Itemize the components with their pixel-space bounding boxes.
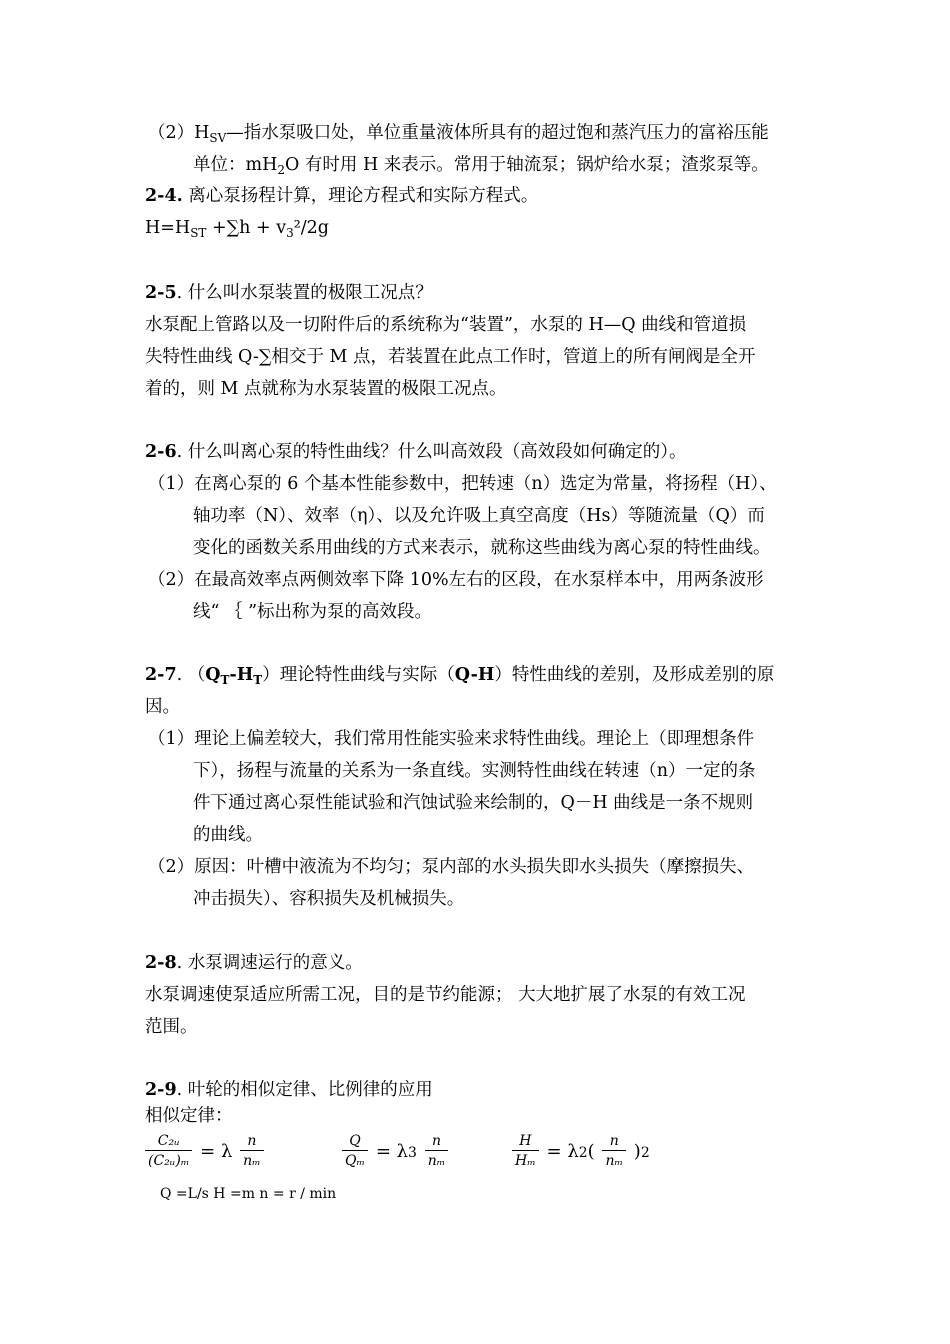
equals-lambda-text: = λ — [546, 1141, 579, 1162]
heading-part: ）特性曲线的差别，及形成差别的原 — [494, 665, 775, 685]
paragraph-line: 下），扬程与流量的关系为一条直线。实测特性曲线在转速（n）一定的条 — [193, 761, 756, 781]
section-2-5-heading — [145, 281, 433, 305]
equation-flow — [340, 1132, 450, 1171]
fraction-numerator: n — [240, 1132, 264, 1151]
units-note: Q =L/s H =m n = r / min — [160, 1186, 337, 1202]
lambda-power: 3 — [408, 1145, 417, 1161]
section-2-7-heading — [145, 663, 774, 692]
section-2-4-title: 离心泵扬程计算，理论方程式和实际方程式。 — [182, 186, 539, 206]
equation-head — [510, 1132, 650, 1171]
paragraph-line: （1）在离心泵的 6 个基本性能参数中，把转速（n）选定为常量，将扬程（H）、 — [148, 474, 777, 494]
fraction — [602, 1132, 626, 1171]
paren-close-power — [634, 1141, 650, 1162]
fraction-numerator: n — [425, 1132, 449, 1151]
heading-q-sub: T — [220, 673, 230, 687]
fraction-denominator: nₘ — [605, 1153, 624, 1169]
hsv-unit-label: 单位：mH — [193, 155, 278, 175]
fraction-denominator: nₘ — [427, 1153, 446, 1169]
formula-part-b: +∑h + v — [206, 218, 287, 238]
fraction — [425, 1132, 449, 1171]
equals-lambda — [376, 1141, 417, 1162]
formula-part-c: ²/2g — [293, 218, 329, 238]
paragraph-line: 的曲线。 — [193, 825, 263, 845]
fraction-numerator: C₂ᵤ — [145, 1132, 192, 1151]
section-2-7-number: 2-7 — [145, 665, 177, 685]
section-2-8-heading — [145, 951, 363, 975]
equals-lambda-text: = λ — [375, 1141, 409, 1162]
paragraph-line: 失特性曲线 Q-∑相交于 M 点，若装置在此点工作时，管道上的所有闸阀是全开 — [145, 347, 756, 367]
paragraph-line: （1）理论上偏差较大，我们常用性能实验来求特性曲线。理论上（即理想条件 — [148, 729, 755, 749]
fraction-denominator: Qₘ — [345, 1153, 366, 1169]
equation-velocity — [143, 1132, 266, 1171]
section-2-9-number: 2-9 — [145, 1080, 177, 1100]
formula-part-a: H=H — [145, 218, 191, 238]
hsv-unit-sub: 2 — [277, 163, 285, 177]
section-2-8-number: 2-8 — [145, 953, 177, 973]
section-2-4-heading — [145, 184, 538, 208]
paren-open: ( — [587, 1141, 595, 1162]
equals-lambda — [547, 1141, 595, 1162]
hsv-sub: SV — [209, 131, 227, 145]
heading-qh: Q-H — [454, 665, 495, 685]
section-2-7-heading-cont: 因。 — [145, 697, 180, 717]
equals-lambda: = λ — [200, 1141, 233, 1162]
section-2-5-number: 2-5 — [145, 283, 177, 303]
section-2-6-title: . 什么叫离心泵的特性曲线？什么叫高效段（高效段如何确定的）。 — [176, 442, 687, 462]
paragraph-line: 水泵调速使泵适应所需工况，目的是节约能源； 大大地扩展了水泵的有效工况 — [145, 985, 746, 1005]
section-2-9-title: . 叶轮的相似定律、比例律的应用 — [176, 1080, 433, 1100]
paragraph-line: 冲击损失）、容积损失及机械损失。 — [193, 889, 465, 909]
paren-close: ) — [633, 1141, 641, 1162]
formula-sub-st: ST — [190, 226, 207, 240]
paragraph-line: （2）在最高效率点两侧效率下降 10%左右的区段，在水泵样本中，用两条波形 — [148, 570, 764, 590]
fraction-numerator: n — [602, 1132, 626, 1151]
paragraph-line: 水泵配上管路以及一切附件后的系统称为“装置”，水泵的 H—Q 曲线和管道损 — [145, 315, 747, 335]
section-2-8-title: . 水泵调速运行的意义。 — [176, 953, 363, 973]
section-2-5-title: . 什么叫水泵装置的极限工况点？ — [176, 283, 433, 303]
section-2-9-heading — [145, 1078, 433, 1102]
fraction — [145, 1132, 192, 1171]
paragraph-line: （2）原因：叶槽中液流为不均匀；泵内部的水头损失即水头损失（摩擦损失、 — [148, 857, 755, 877]
fraction — [342, 1132, 368, 1171]
paragraph-line: 范围。 — [145, 1017, 198, 1037]
paragraph-line: 变化的函数关系用曲线的方式来表示，就称这些曲线为离心泵的特性曲线。 — [193, 538, 771, 558]
paragraph-line: 件下通过离心泵性能试验和汽蚀试验来绘制的，Q－H 曲线是一条不规则 — [193, 793, 754, 813]
fraction-denominator: (C₂ᵤ)ₘ — [148, 1153, 190, 1169]
heading-part: . （ — [176, 665, 206, 685]
heading-h: -H — [229, 665, 254, 685]
fraction — [512, 1132, 539, 1171]
hsv-line — [148, 121, 769, 150]
heading-part: ）理论特性曲线与实际（ — [262, 665, 455, 685]
hsv-text: —指水泵吸口处，单位重量液体所具有的超过饱和蒸汽压力的富裕压能 — [226, 123, 769, 143]
lambda-power: 2 — [578, 1145, 588, 1161]
outer-power: 2 — [640, 1145, 650, 1161]
fraction-denominator: nₘ — [243, 1153, 261, 1169]
hsv-unit-line — [193, 153, 769, 182]
head-formula — [145, 216, 329, 245]
fraction-numerator: Q — [342, 1132, 368, 1151]
paragraph-line: 着的，则 M 点就称为水泵装置的极限工况点。 — [145, 379, 507, 399]
hsv-unit-rest: O 有时用 H 来表示。常用于轴流泵；锅炉给水泵；渣浆泵等。 — [285, 155, 769, 175]
section-2-6-number: 2-6 — [145, 442, 177, 462]
hsv-prefix: （2）H — [148, 123, 210, 143]
fraction-denominator: Hₘ — [515, 1153, 536, 1169]
paragraph-line: 轴功率（N）、效率（η）、以及允许吸上真空高度（Hs）等随流量（Q）而 — [193, 506, 765, 526]
heading-q: Q — [205, 665, 221, 685]
similarity-law-label: 相似定律： — [145, 1106, 233, 1126]
fraction — [240, 1132, 264, 1171]
section-2-4-number: 2-4. — [145, 186, 183, 206]
section-2-6-heading — [145, 440, 687, 464]
paragraph-line: 线“ ｛ ”标出称为泵的高效段。 — [193, 602, 433, 622]
heading-h-sub: T — [253, 673, 263, 687]
fraction-numerator: H — [512, 1132, 539, 1151]
formula-sub-3: 3 — [286, 226, 294, 240]
